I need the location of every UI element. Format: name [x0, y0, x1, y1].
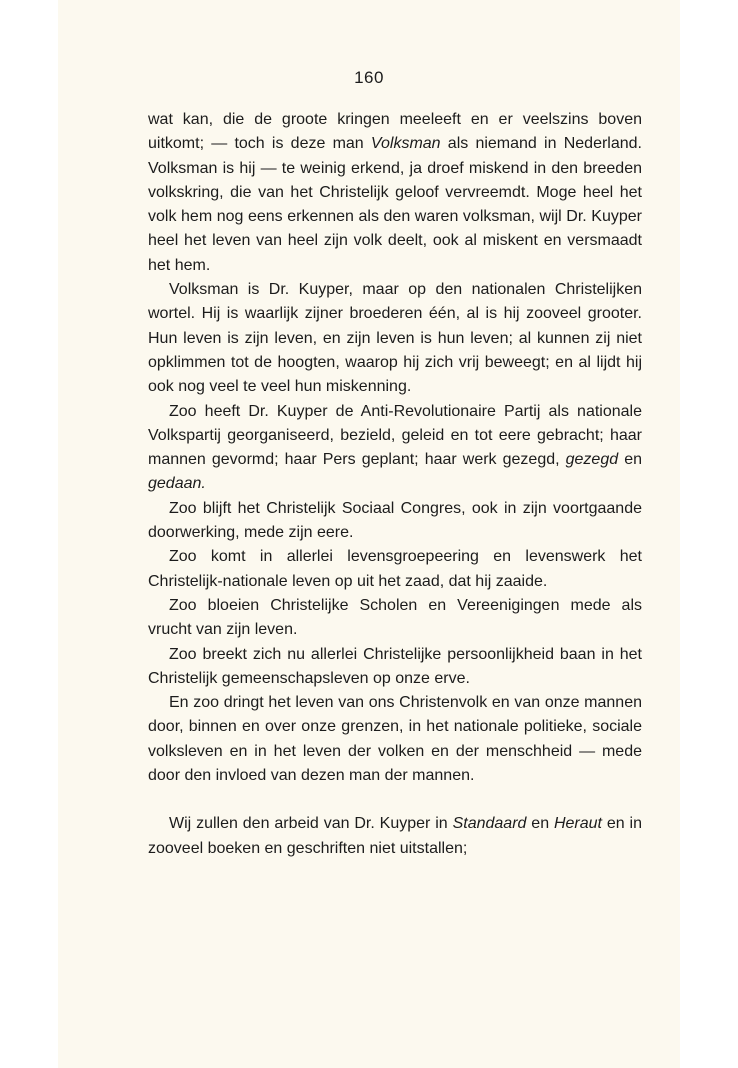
paragraph — [148, 108, 642, 278]
text-run: Zoo blijft het Christelijk Sociaal Congres, ook in zijn voortgaande doorwerking, mede zijn eere. — [148, 499, 642, 542]
text-run: Volksman is Dr. Kuyper, maar op den nationalen Christelijken wortel. Hij is waarlijk zijner broederen één, al is hij zooveel grooter. Hun leven is zijn leven, en zijn leven is hun leven; al kunnen zij niet opklimmen tot de hoogten, waarop hij zich vrij beweegt; en al lijdt hij ook nog veel te veel hun miskenning. — [148, 281, 642, 396]
text-run: Zoo bloeien Christelijke Scholen en Vereenigingen mede als vrucht van zijn leven. — [148, 596, 642, 639]
italic-text: Standaard — [452, 815, 527, 833]
text-run: Zoo komt in allerlei levensgroepeering en levenswerk het Christelijk-nationale leven op uit het zaad, dat hij zaaide. — [148, 548, 642, 590]
paragraph — [148, 594, 642, 643]
italic-text: Volksman — [370, 135, 441, 153]
italic-text: gezegd — [565, 451, 619, 469]
paragraph — [148, 278, 642, 399]
text-run: en — [618, 451, 642, 469]
text-run: en — [526, 815, 554, 833]
paragraph — [148, 497, 642, 546]
text-run: wat kan, die de groote kringen meeleeft en er veelszins boven uitkomt; — toch is deze man — [148, 111, 642, 153]
text-run: Wij zullen den arbeid van Dr. Kuyper in — [169, 815, 453, 833]
italic-text: Heraut — [553, 815, 602, 833]
italic-text: gedaan. — [148, 475, 206, 493]
text-run: En zoo dringt het leven van ons Christenvolk en van onze mannen door, binnen en over onze grenzen, in het nationale politieke, sociale volksleven en in het leven der volken en der menschheid — mede door den invloed van dezen man der mannen. — [148, 694, 642, 785]
book-page — [58, 0, 680, 1068]
paragraph — [148, 691, 642, 788]
paragraph — [148, 643, 642, 692]
text-run: Zoo breekt zich nu allerlei Christelijke persoonlijkheid baan in het Christelijk gemeenschapsleven op onze erve. — [148, 645, 642, 687]
text-run: en in zooveel boeken en geschriften niet uitstallen; — [148, 815, 642, 857]
page-number: 160 — [354, 68, 384, 87]
paragraph — [148, 545, 642, 594]
text-run: Zoo heeft Dr. Kuyper de Anti-Revolutionaire Partij als nationale Volkspartij georganiseerd, bezield, geleid en tot eere gebracht; haar mannen gevormd; haar Pers geplant; haar werk gezegd, — [148, 402, 642, 469]
text-run: als niemand in Nederland. Volksman is hij — te weinig erkend, ja droef miskend in den breeden volkskring, die van het Christelijk geloof vervreemdt. Moge heel het volk hem nog eens erkennen als den waren volksman, wijl Dr. Kuyper heel het leven van heel zijn volk deelt, ook al miskent en versmaadt het hem. — [148, 135, 642, 274]
paragraph — [148, 812, 642, 861]
paragraph — [148, 400, 642, 497]
body-text — [148, 108, 642, 861]
